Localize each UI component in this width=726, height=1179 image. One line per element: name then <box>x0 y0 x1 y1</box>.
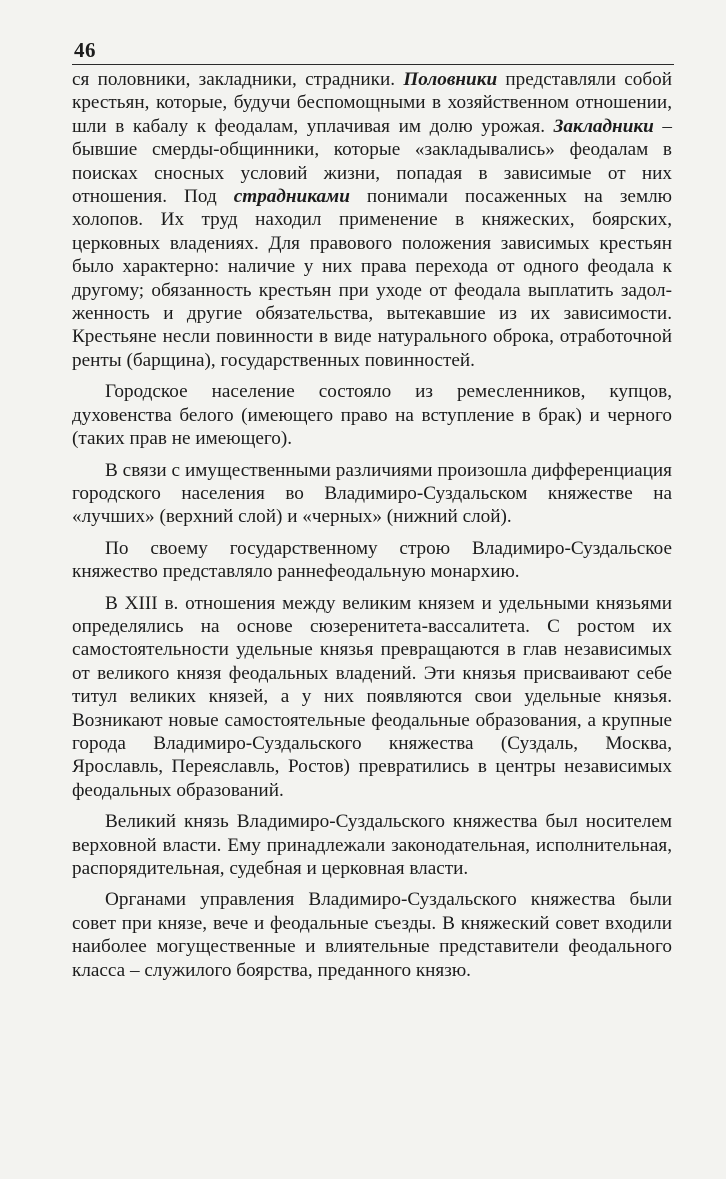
page-number: 46 <box>74 38 96 62</box>
paragraph-p2 <box>72 380 672 450</box>
header-rule <box>72 64 674 65</box>
text-run: понимали посаженных на землю холопов. Их труд находил применение в княжеских, боярских, церковных владениях. Для правового положения зависимых крестьян было характерно: наличие у них права перехода от одного феодала к другому; обязанность крестьян при уходе от феодала выплатить задолженность и другие обязательства, вытекавшие из их зависимости. Крестьяне несли повинности в виде натурального оброка, отработочной ренты (барщина), государственных повинностей. <box>72 186 672 371</box>
term-highlight: Половники <box>403 69 498 90</box>
term-highlight: страдниками <box>233 186 350 208</box>
term-highlight: Закладники <box>553 115 654 137</box>
paragraph-p1 <box>72 68 672 372</box>
text-run: Городское население состояло из ремесленников, купцов, духовенства белого (имеющего право на вступление в брак) и черного (таких прав не имеющего). <box>72 381 672 450</box>
paragraph-p4 <box>72 537 672 584</box>
text-run: Великий князь Владимиро-Суздальского княжества был носителем верховной власти. Ему принадлежали законодательная, исполнительная, распорядительная, судебная и церковная власти. <box>72 811 672 879</box>
text-run: ся половники, закладники, страдники. <box>72 69 404 90</box>
text-run: В XIII в. отношения между великим князем и удельными князьями определялись на основе сюзеренитета-вассалитета. С ростом их самостоятельности удельные князья превращаются в глав независимых от великого князя феодальных владений. Эти князья присваивают себе титул великих князей, а у них появляются свои удельные князья. Возникают новые самостоятельные феодальные образования, а крупные города Владимиро-Суздальского княжества (Суздаль, Москва, Ярославль, Переяславль, Ростов) превратились в центры независимых феодальных образований. <box>72 592 672 801</box>
text-run: По своему государственному строю Владимиро-Суздальское княжество представляло раннефеодальную монархию. <box>72 537 672 583</box>
paragraph-p6 <box>72 810 672 880</box>
paragraph-p5 <box>72 592 672 803</box>
paragraph-p3 <box>72 459 672 529</box>
body-text <box>72 68 672 990</box>
text-run: В связи с имущественными различиями произошла дифференциация городского населения во Владимиро-Суздальском княжестве на «лучших» (верхний слой) и «черных» (нижний слой). <box>72 459 672 528</box>
text-run: представляли собой крестьян, которые, будучи беспомощными в хозяйственном отношении, шли в кабалу к феодалам, уплачивая им долю урожая. <box>72 69 673 137</box>
paragraph-p7 <box>72 888 672 982</box>
text-run: Органами управления Владимиро-Суздальского княжества были совет при князе, вече и феодальные съезды. В княжеский совет входили наиболее могущественные и влиятельные представители феодального класса – служилого боярства, преданного князю. <box>72 889 672 981</box>
text-run: – бывшие смерды-общинники, которые «закладывались» феодалам в поисках сносных условий жизни, попадая в зависимые от них отношения. Под <box>72 115 672 208</box>
